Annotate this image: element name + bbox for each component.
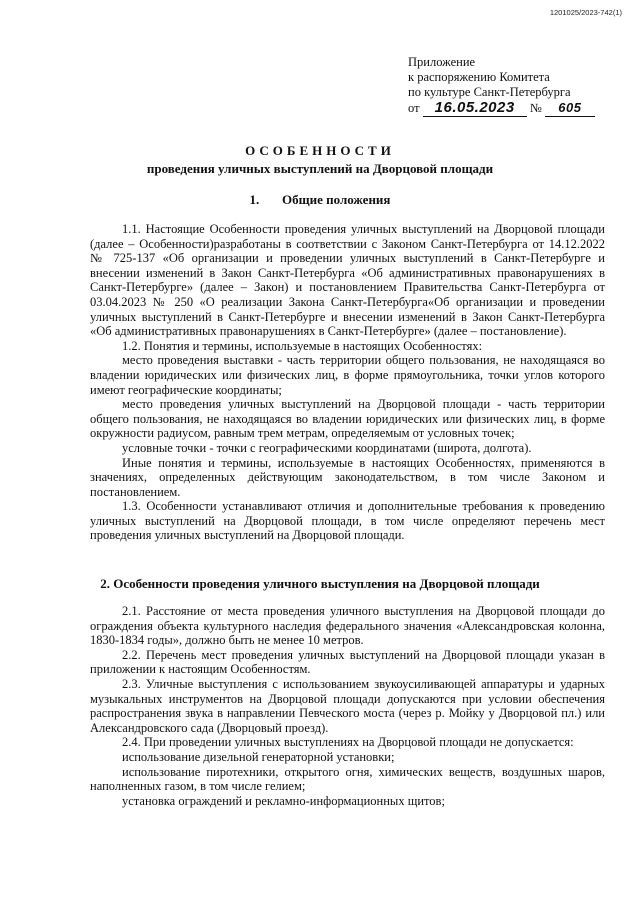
document-subtitle: проведения уличных выступлений на Дворцовой площади <box>146 161 494 176</box>
paragraph-1-2: 1.2. Понятия и термины, используемые в настоящих Особенностях: <box>122 338 483 353</box>
document-number: 1201025/2023-742(1) <box>549 8 622 17</box>
handwritten-date: 16.05.2023 <box>434 99 515 116</box>
paragraph-1-1: 1.1. Настоящие Особенности проведения уличных выступлений на Дворцовой площади (далее – Особенности)разработаны в соответствии с Законом Санкт-Петербурга от 14.12.2022 № 725-137 «Об организации и проведении уличных выступлений в Санкт-Петербурге и внесении изменений в Закон Санкт-Петербурга «Об административных правонарушениях в Санкт-Петербурге» (далее – Закон) и постановлением Правительства Санкт-Петербурга от 03.04.2023 № 250 «О реализации Закона Санкт-Петербурга«Об организации и проведении уличных выступлений в Санкт-Петербурге и внесении изменений в Закон Санкт-Петербурга «Об административных правонарушениях в Санкт-Петербурге» (далее – постановление). <box>90 222 605 339</box>
paragraph-2-2: 2.2. Перечень мест проведения уличных выступлений на Дворцовой площади указан в приложении к настоящим Особенностям. <box>90 647 605 677</box>
paragraph-2-4: 2.4. При проведении уличных выступлениях на Дворцовой площади не допускается: <box>122 735 574 750</box>
document-title: ОСОБЕННОСТИ <box>245 143 395 158</box>
section-1-body <box>90 222 605 543</box>
definition-conditional-points: условные точки - точки с географическими координатами (широта, долгота). <box>122 440 532 455</box>
number-prefix: № <box>529 101 542 115</box>
appendix-line-2: к распоряжению Комитета <box>408 70 550 84</box>
handwritten-number: 605 <box>558 100 582 115</box>
prohibited-item-pyrotechnics: использование пиротехники, открытого огня, химических веществ, воздушных шаров, наполненных газом, в том числе гелием; <box>90 764 605 794</box>
paragraph-2-3: 2.3. Уличные выступления с использованием звукоусиливающей аппаратуры и ударных музыкальных инструментов на Дворцовой площади допускаются при условии обеспечения распространения звука в направлении Певческого моста (через р. Мойку у Дворцовой пл.) или Александровского сада (Дворцовый проезд). <box>90 676 605 735</box>
prohibited-item-generator: использование дизельной генераторной установки; <box>122 749 395 764</box>
paragraph-2-1: 2.1. Расстояние от места проведения уличного выступления на Дворцовой площади до ограждения объекта культурного наследия федерального значения «Александровская колонна, 1830-1834 годы», должно быть не менее 10 метров. <box>90 604 605 648</box>
section-1-heading: 1. Общие положения <box>249 192 391 207</box>
appendix-date-line <box>408 100 595 117</box>
definition-performance-place: место проведения уличных выступлений на Дворцовой площади - часть территории общего пользования, не находящаяся во владении юридических или физических лиц, в форме окружности радиусом, равным трем метрам, определяемым от условных точек; <box>90 397 605 441</box>
appendix-block <box>408 55 595 117</box>
definition-exhibition-place: место проведения выставки - часть территории общего пользования, не находящаяся во владении юридических или физических лиц, в форме прямоугольника, точки углов которого имеют географические координаты; <box>90 353 605 397</box>
appendix-line-1: Приложение <box>408 55 476 69</box>
date-field <box>423 100 527 117</box>
paragraph-1-3: 1.3. Особенности устанавливают отличия и дополнительные требования к проведению уличных выступлений на Дворцовой площади, в том числе определяют перечень мест проведения уличных выступлений на Дворцовой площади. <box>90 499 605 543</box>
section-2-body <box>90 604 605 808</box>
prohibited-item-fences: установка ограждений и рекламно-информационных щитов; <box>122 793 445 808</box>
paragraph-other-terms: Иные понятия и термины, используемые в настоящих Особенностях, применяются в значениях, определенных действующим законодательством, в том числе Законом и постановлением. <box>90 455 605 499</box>
appendix-line-3: по культуре Санкт-Петербурга <box>408 85 571 99</box>
date-prefix: от <box>408 101 420 115</box>
number-field <box>545 100 595 117</box>
section-2-heading: 2. Особенности проведения уличного выступления на Дворцовой площади <box>100 576 540 591</box>
